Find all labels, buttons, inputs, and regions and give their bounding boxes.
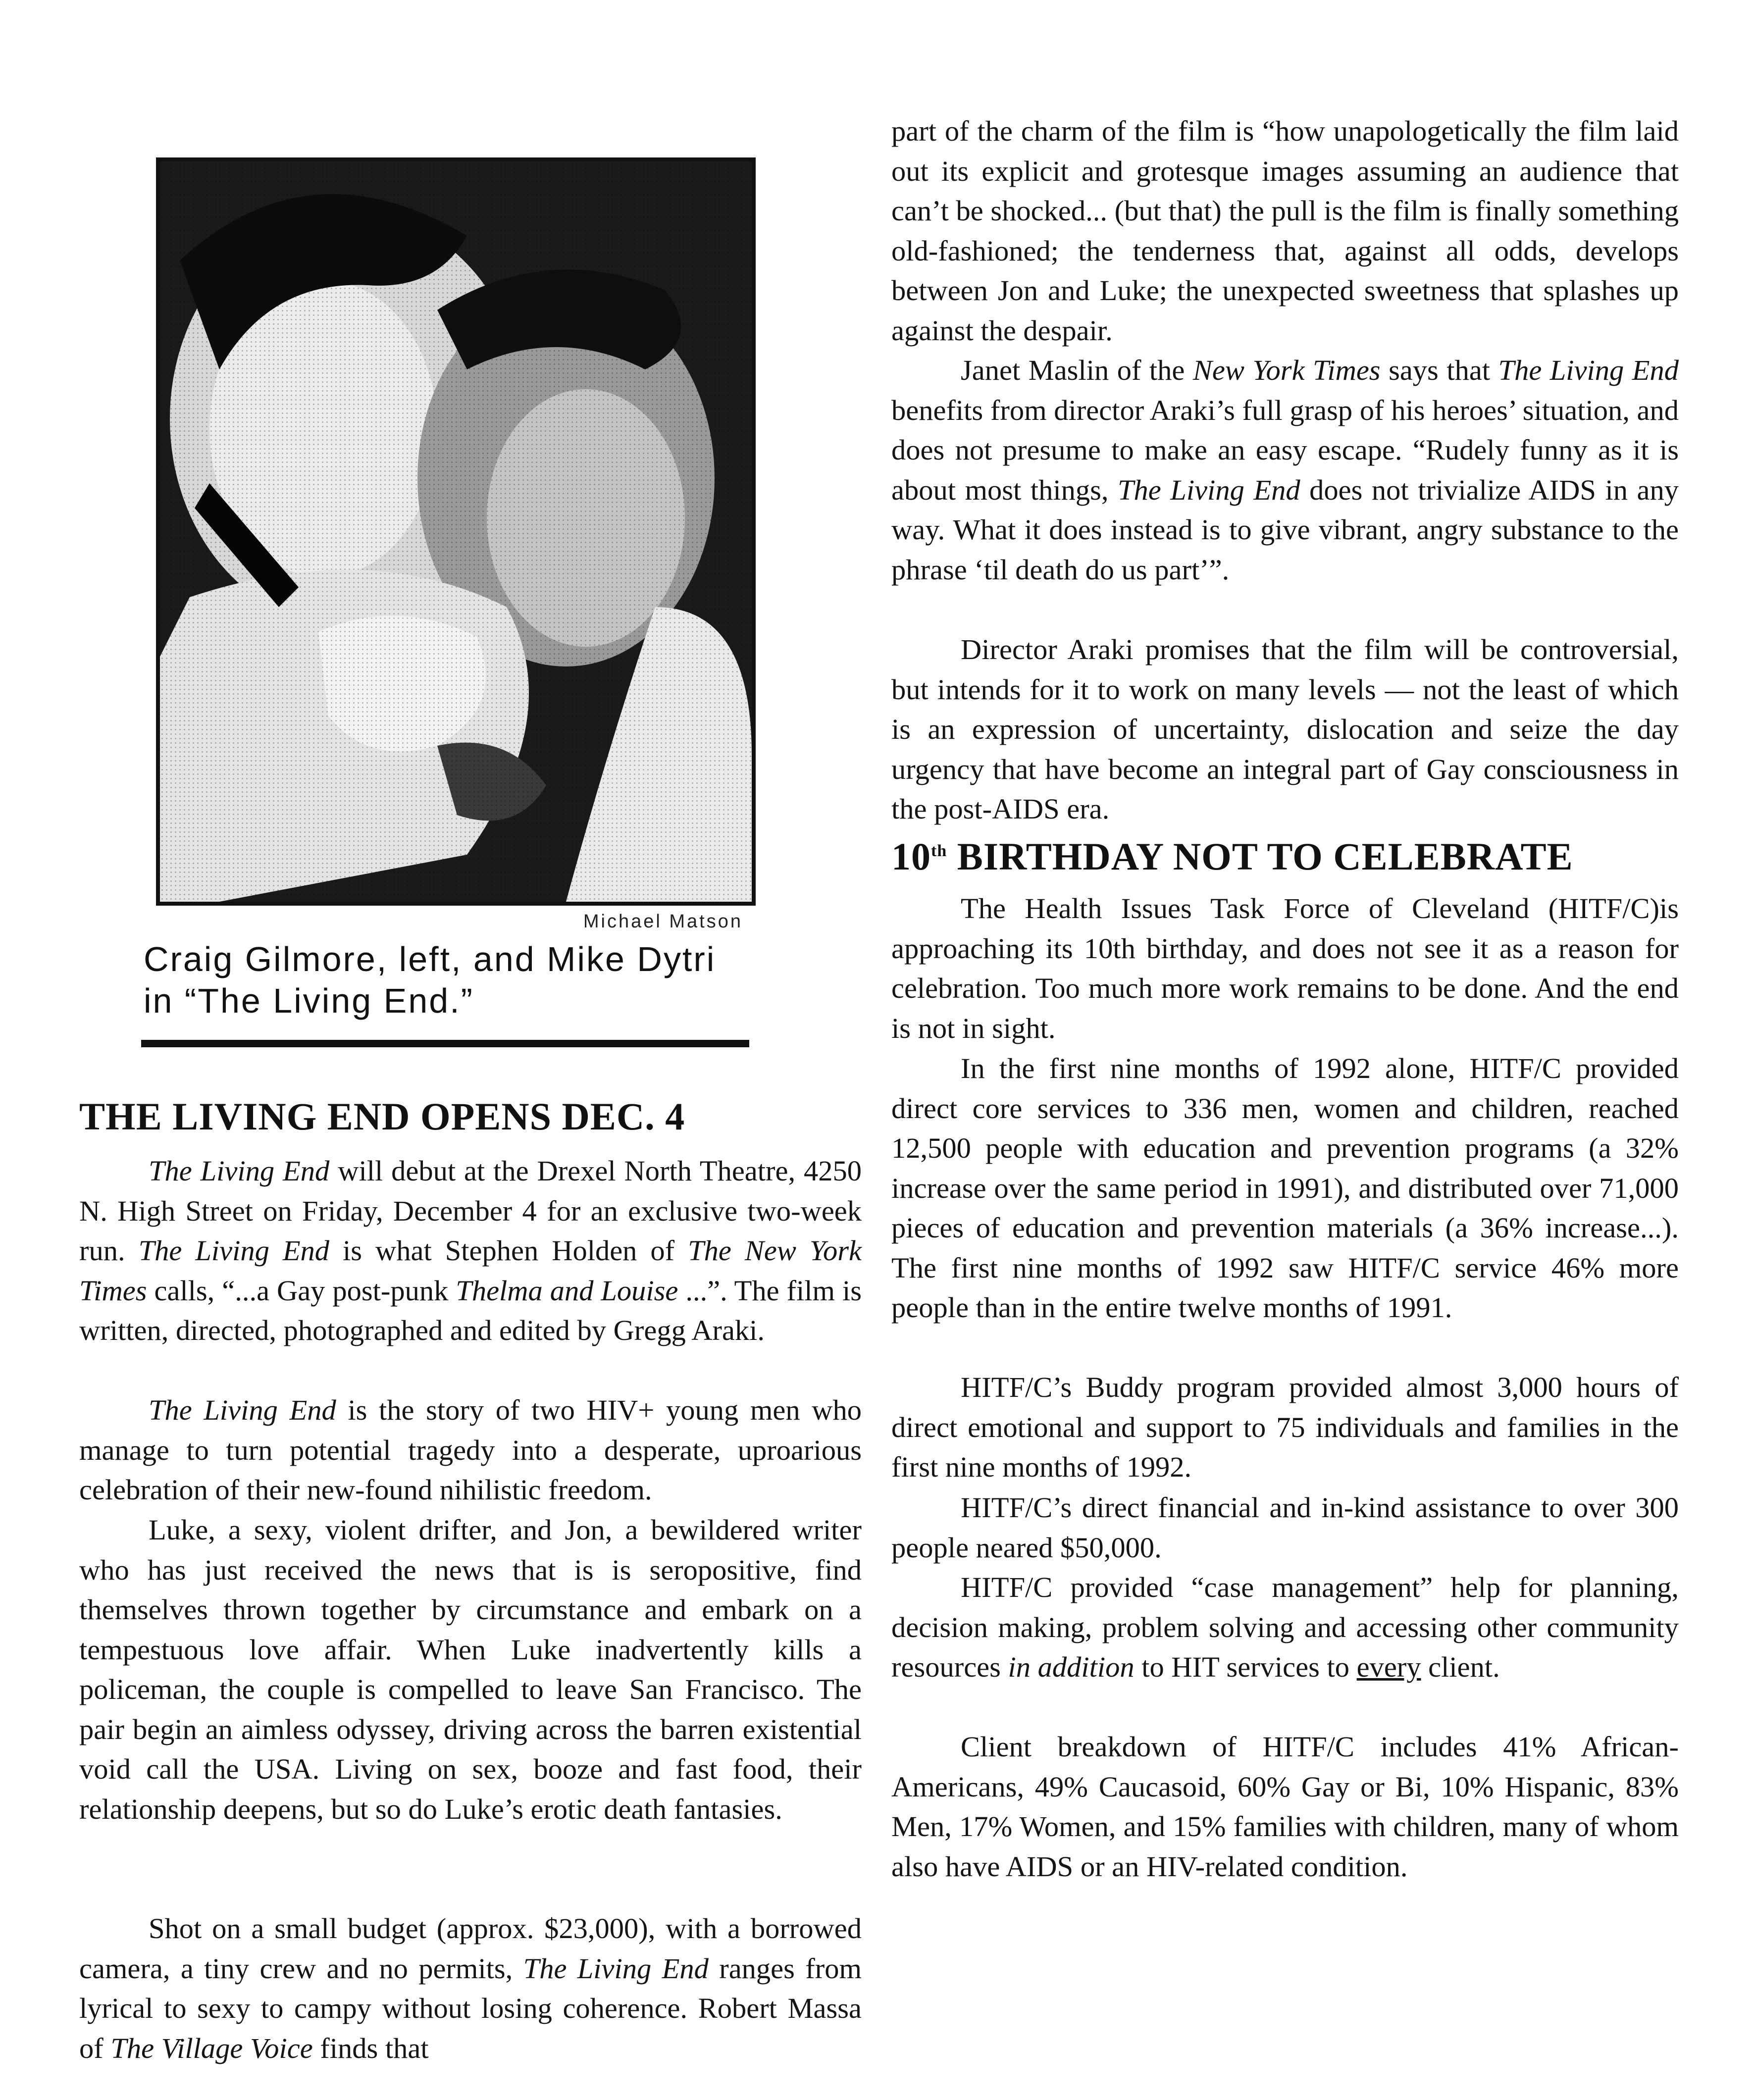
photo-credit: Michael Matson xyxy=(583,911,743,932)
hitf-paragraph-5: HITF/C provided “case management” help for planning, decision making, problem solving and accessing other community resources in addition to HIT services to every client. xyxy=(891,1571,1679,1683)
living-end-paragraph-2: The Living End is the story of two HIV+ young men who manage to turn potential tragedy into a desperate, uproarious celebration of their new-found nihilistic freedom. xyxy=(79,1394,862,1506)
living-end-paragraph-5: part of the charm of the film is “how unapologetically the film laid out its explicit and grotesque images assuming an audience that can’t be shocked... (but that) the pull is the film is finally something old-fashioned; the tenderness that, against all odds, develops between Jon and Luke; the unexpected sweetness that splashes up against the despair. xyxy=(891,115,1679,347)
article-title-living-end: THE LIVING END OPENS DEC. 4 xyxy=(79,1095,685,1138)
living-end-paragraph-6: Janet Maslin of the New York Times says that The Living End benefits from director Araki’s full grasp of his heroes’ situation, and does not presume to make an easy escape. “Rudely funny as it is about most things, The Living End does not trivialize AIDS in any way. What it does instead is to give vibrant, angry substance to the phrase ‘til death do us part’”. xyxy=(891,354,1679,586)
hitf-paragraph-4: HITF/C’s direct financial and in-kind assistance to over 300 people neared $50,000. xyxy=(891,1491,1679,1564)
caption-divider xyxy=(141,1040,749,1047)
living-end-paragraph-7: Director Araki promises that the film will be controversial, but intends for it to work on many levels — not the least of which is an expression of uncertainty, dislocation and seize the day urgency that have become an integral part of Gay consciousness in the post-AIDS era. xyxy=(891,633,1679,825)
photo-caption: Craig Gilmore, left, and Mike Dytri in “The Living End.” xyxy=(144,940,716,1020)
living-end-paragraph-3: Luke, a sexy, violent drifter, and Jon, a bewildered writer who has just received the news that is is seropositive, find themselves thrown together by circumstance and embark on a tempestuous love affair. When Luke inadvertently kills a policeman, the couple is compelled to leave San Francisco. The pair begin an aimless odyssey, driving across the barren existential void call the USA. Living on sex, booze and fast food, their relationship deepens, but so do Luke’s erotic death fantasies. xyxy=(79,1514,862,1825)
living-end-paragraph-4: Shot on a small budget (approx. $23,000), with a borrowed camera, a tiny crew and no permits, The Living End ranges from lyrical to sexy to campy without losing coherence. Robert Massa of The Village Voice finds that xyxy=(79,1912,862,2064)
article-title-birthday: 10th BIRTHDAY NOT TO CELEBRATE xyxy=(891,835,1573,878)
article-photo xyxy=(156,157,756,906)
hitf-paragraph-6: Client breakdown of HITF/C includes 41% African-Americans, 49% Caucasoid, 60% Gay or Bi, 10% Hispanic, 83% Men, 17% Women, and 15% families with children, many of whom also have AIDS or an HIV-related condition. xyxy=(891,1731,1679,1883)
hitf-paragraph-3: HITF/C’s Buddy program provided almost 3,000 hours of direct emotional and support to 75 individuals and families in the first nine months of 1992. xyxy=(891,1371,1679,1483)
hitf-paragraph-2: In the first nine months of 1992 alone, HITF/C provided direct core services to 336 men, women and children, reached 12,500 people with education and prevention programs (a 32% increase over the same period in 1991), and distributed over 71,000 pieces of education and prevention materials (a 36% increase...). The first nine months of 1992 saw HITF/C service 46% more people than in the entire twelve months of 1991. xyxy=(891,1052,1679,1324)
hitf-paragraph-1: The Health Issues Task Force of Cleveland (HITF/C)is approaching its 10th birthday, and does not see it as a reason for celebration. Too much more work remains to be done. And the end is not in sight. xyxy=(891,892,1679,1044)
living-end-paragraph-1: The Living End will debut at the Drexel North Theatre, 4250 N. High Street on Friday, December 4 for an exclusive two-week run. The Living End is what Stephen Holden of The New York Times calls, “...a Gay post-punk Thelma and Louise ...”. The film is written, directed, photographed and edited by Gregg Araki. xyxy=(79,1155,862,1346)
